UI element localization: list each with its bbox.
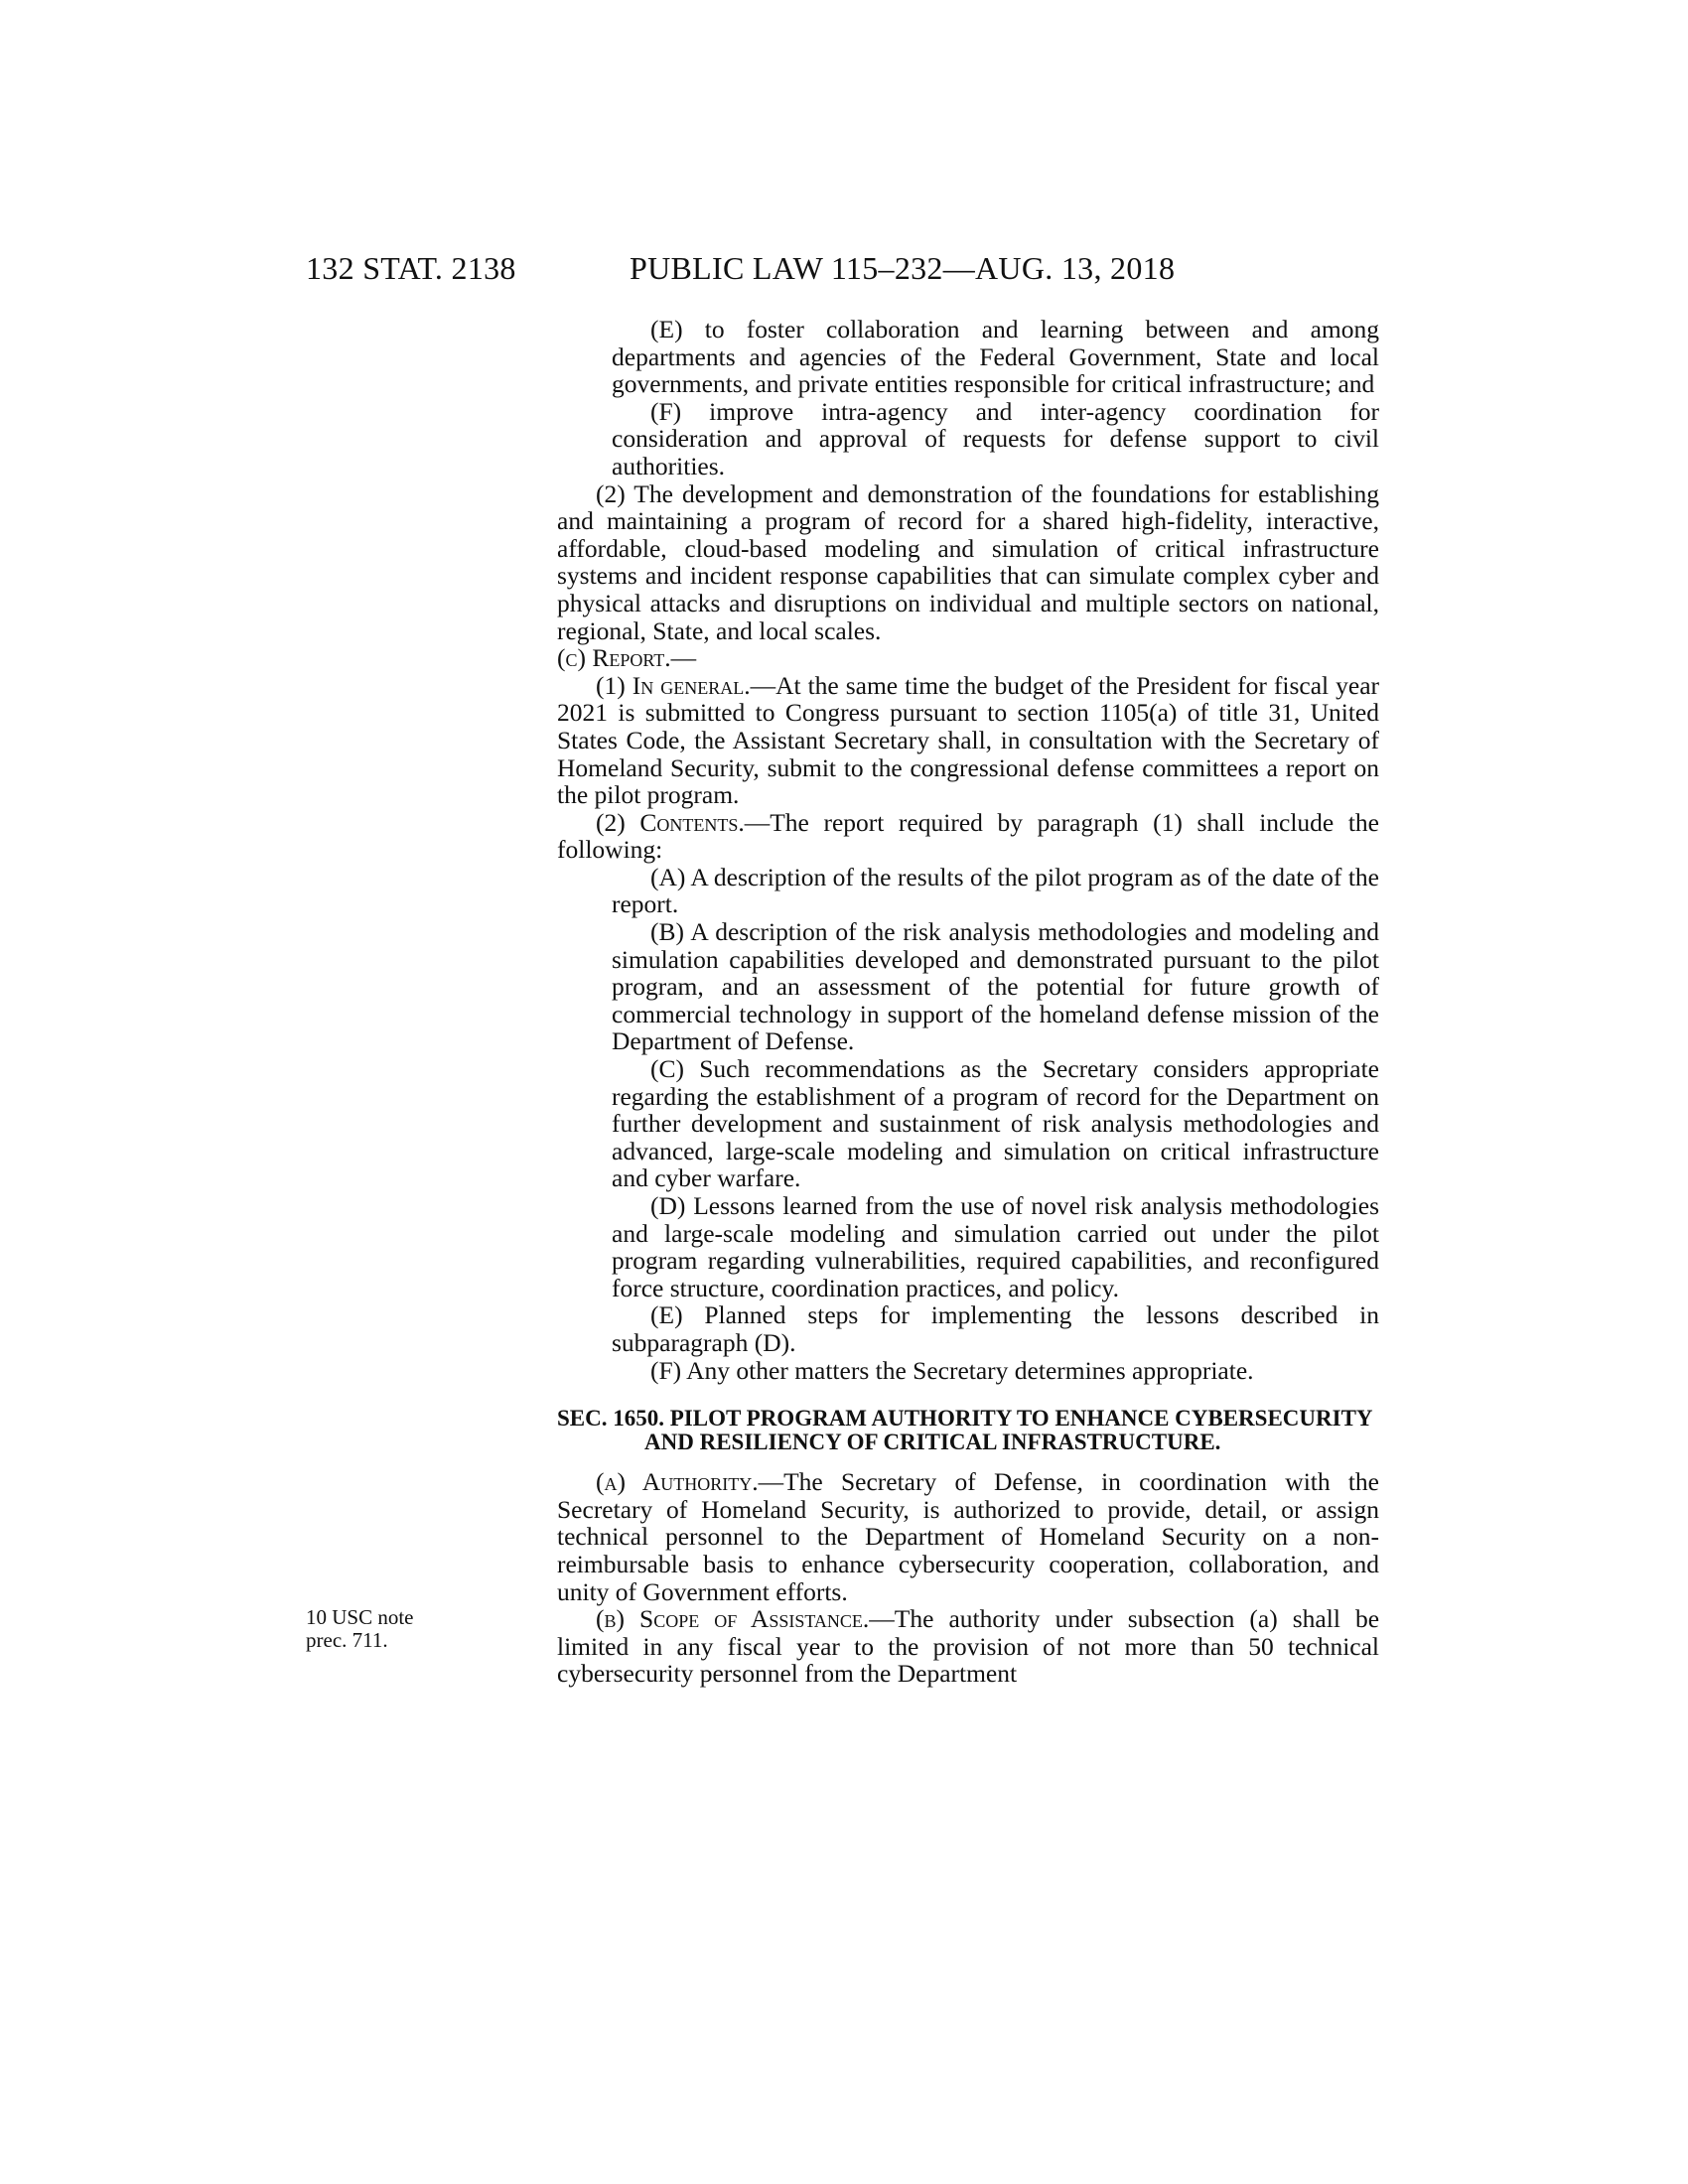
running-header: [306, 250, 1229, 290]
stat-page-number: 132 STAT. 2138: [306, 250, 516, 286]
section-heading-line-2: AND RESILIENCY OF CRITICAL INFRASTRUCTURE.: [644, 1430, 1221, 1455]
section-1650-a-text: —The Secretary of Defense, in coordination with the Secretary of Homeland Security, is authorized to provide, detail, or assign technical personnel to the Department of Homeland Security on a non-reimbursable basis to enhance cybersecurity cooperation, collaboration, and unity of Government efforts.: [557, 1467, 1379, 1606]
section-1650-b-heading: (b) Scope of Assistance.: [596, 1604, 870, 1634]
section-1650-b-text: —The authority under subsection (a) shall be limited in any fiscal year to the provision of not more than 50 technical cybersecurity personnel from the Department: [557, 1604, 1380, 1689]
paragraph-c1: [557, 672, 1379, 809]
paragraph-cB: (B) A description of the risk analysis methodologies and modeling and simulation capabilities developed and demonstrated pursuant to the pilot program, and an assessment of the potential for future growth of commercial technology in support of the homeland defense mission of the Department of Defense.: [612, 917, 1379, 1056]
paragraph-c2-text: —The report required by paragraph (1) shall include the following:: [557, 807, 1379, 865]
paragraph-c1-heading: (1) In general.: [596, 670, 751, 700]
subsection-c-heading-text: (c) Report.—: [557, 643, 697, 673]
body-text: [557, 316, 1379, 1688]
margin-note-line-1: 10 USC note: [306, 1605, 414, 1629]
paragraph-E-foster: (E) to foster collaboration and learning between and among departments and agencies of the Federal Government, State and local governments, and private entities responsible for critical infrastructure; and: [612, 315, 1379, 399]
margin-note-line-2: prec. 711.: [306, 1628, 388, 1652]
margin-citation-note: [306, 1606, 465, 1652]
section-heading-line-1: SEC. 1650. PILOT PROGRAM AUTHORITY TO ENHANCE CYBERSECURITY: [557, 1406, 1373, 1432]
law-title: PUBLIC LAW 115–232—AUG. 13, 2018: [630, 250, 1176, 286]
paragraph-F-improve: (F) improve intra-agency and inter-agency coordination for consideration and approval of requests for defense support to civil authorities.: [612, 396, 1379, 480]
paragraph-c1-text: —At the same time the budget of the President for fiscal year 2021 is submitted to Congress pursuant to section 1105(a) of title 31, United States Code, the Assistant Secretary shall, in consultation with the Secretary of Homeland Security, submit to the congressional defense committees a report on the pilot program.: [557, 670, 1380, 810]
section-1650-b: [557, 1605, 1379, 1688]
section-1650-a: [557, 1468, 1379, 1605]
paragraph-b2: (2) The development and demonstration of the foundations for establishing and maintaining a program of record for a shared high-fidelity, interactive, affordable, cloud-based modeling and simulation of critical infrastructure systems and incident response capabilities that can simulate complex cyber and physical attacks and disruptions on individual and multiple sectors on national, regional, State, and local scales.: [557, 478, 1379, 645]
section-1650-a-heading: (a) Authority.: [596, 1467, 759, 1497]
paragraph-cE: (E) Planned steps for implementing the lessons described in subparagraph (D).: [612, 1300, 1379, 1357]
paragraph-c2-heading: (2) Contents.: [596, 807, 745, 837]
paragraph-cC: (C) Such recommendations as the Secretary considers appropriate regarding the establishment of a program of record for the Department on further development and sustainment of risk analysis methodologies and advanced, large-scale modeling and simulation on critical infrastructure and cyber warfare.: [612, 1054, 1379, 1193]
paragraph-c2: [557, 809, 1379, 864]
section-1650-heading: [557, 1407, 1379, 1454]
subsection-c-heading: [557, 644, 1379, 672]
paragraph-cF: (F) Any other matters the Secretary determines appropriate.: [650, 1355, 1254, 1385]
paragraph-cA: (A) A description of the results of the pilot program as of the date of the report.: [612, 862, 1379, 919]
paragraph-cD: (D) Lessons learned from the use of novel risk analysis methodologies and large-scale modeling and simulation carried out under the pilot program regarding vulnerabilities, required capabilities, and reconfigured force structure, coordination practices, and policy.: [612, 1191, 1379, 1302]
